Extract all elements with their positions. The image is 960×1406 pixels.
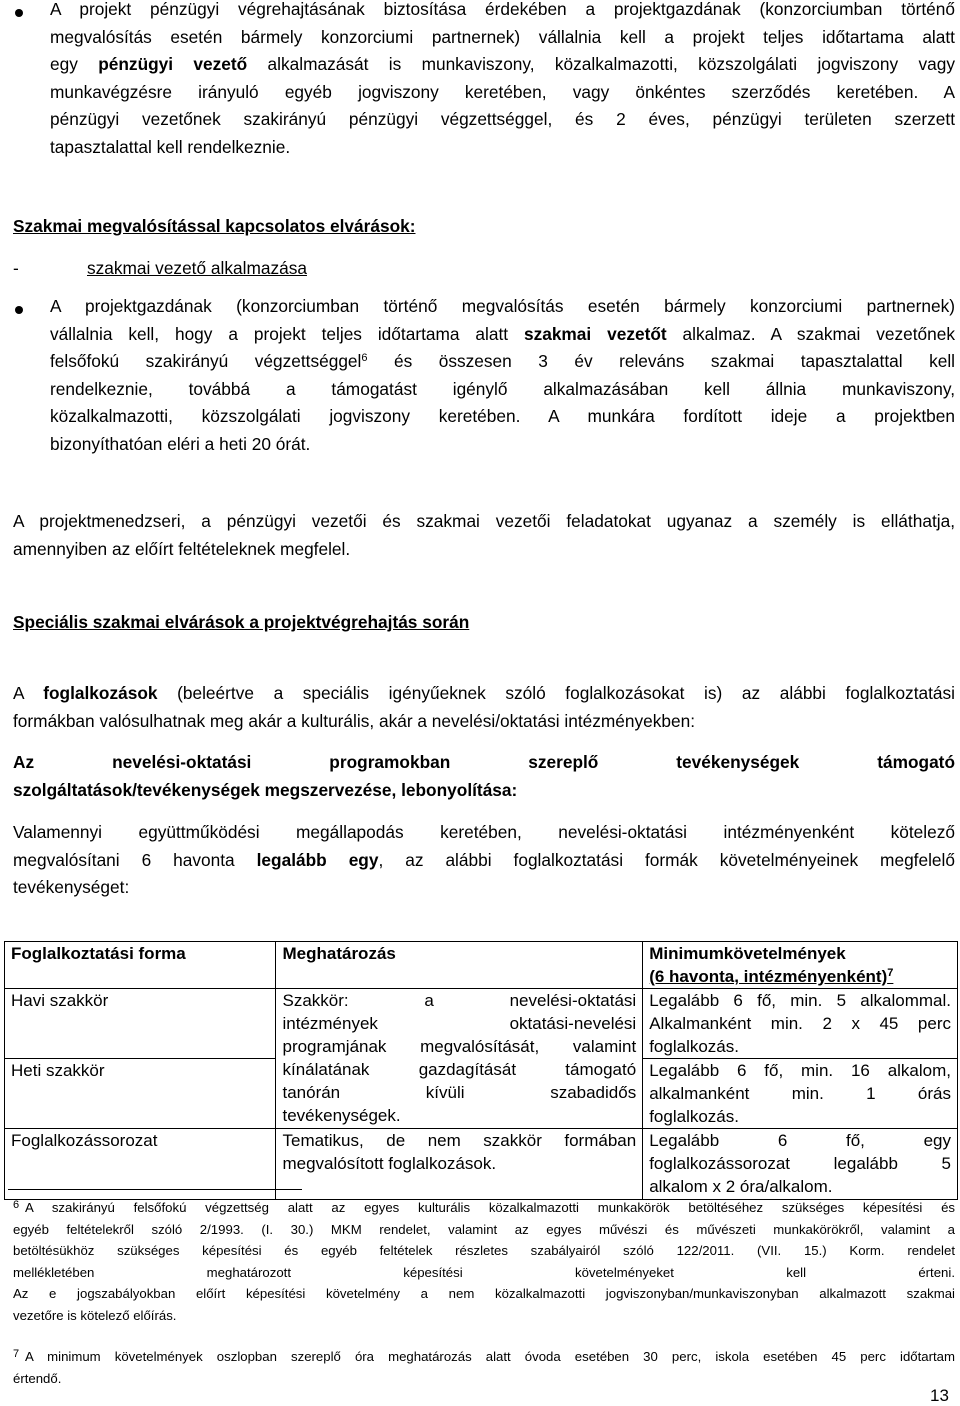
text-line: mellékletében meghatározott képesítési követelményeket kell érteni.	[13, 1264, 955, 1280]
table-cell-definition	[276, 989, 643, 1129]
text-line: megvalósítani 6 havonta legalább egy, az alábbi foglalkoztatási formák követelményeinek megfelelő	[13, 849, 955, 870]
table-cell-minimum	[643, 989, 958, 1059]
text-line: megvalósítás esetén bármely konzorciumi partnernek) vállalnia kell a projekt teljes időtartama alatt	[50, 26, 955, 47]
text-line: tapasztalattal kell rendelkeznie.	[50, 136, 291, 157]
table-cell-definition	[276, 1129, 643, 1200]
section-heading-professional: Szakmai megvalósítással kapcsolatos elvárások:	[13, 216, 416, 236]
text-line: Tematikus, de nem szakkör formában	[282, 1131, 637, 1150]
text-line: tevékenységet:	[13, 877, 130, 898]
dash-item-text: szakmai vezető alkalmazása	[87, 258, 307, 278]
text-line: Legalább 6 fő, min. 5 alkalommal.	[649, 991, 951, 1010]
text-line: szolgáltatások/tevékenységek megszervezése, lebonyolítása:	[13, 779, 518, 800]
table-row	[5, 989, 958, 1059]
text-line: rendelkeznie, továbbá a támogatást igénylő alkalmazásában kell állnia munkaviszony,	[50, 378, 955, 399]
text-line: A minimum követelmények oszlopban szereplő óra meghatározás alatt óvoda esetében 30 perc, iskola esetében 45 perc időtartam	[25, 1349, 955, 1364]
text-line: Legalább 6 fő, egy	[649, 1131, 951, 1150]
text-line: A szakirányú felsőfokú végzettség alatt az egyes kulturális közalkalmazotti munkakörök betöltéséhez szükséges képesítési és	[25, 1200, 955, 1215]
text-line: vezetőre is kötelező előírás.	[13, 1307, 177, 1323]
text-line: kínálatának gazdagítását támogató	[282, 1060, 637, 1079]
table-cell-forma: Havi szakkör	[5, 989, 276, 1059]
text-line: A foglalkozások (beleértve a speciális igényűeknek szóló foglalkozásokat is) az alábbi foglalkoztatási	[13, 683, 956, 703]
table-cell-minimum	[643, 1129, 958, 1200]
text-line: egy pénzügyi vezető alkalmazását is munkaviszony, közalkalmazotti, közszolgálati jogviszony vagy	[50, 54, 955, 75]
text-line: értendő.	[13, 1370, 62, 1386]
table-cell-forma: Foglalkozássorozat	[5, 1129, 276, 1200]
header-definition: Meghatározás	[276, 942, 643, 989]
footnote-7	[13, 1346, 955, 1389]
text-line: foglalkozássorozat legalább 5	[649, 1154, 951, 1173]
footnote-7-marker: 7	[13, 1348, 20, 1360]
bullet	[15, 9, 23, 17]
text-line: Alkalmanként min. 2 x 45 perc	[649, 1014, 951, 1033]
text-line: közalkalmazotti, közszolgálati jogviszony keretében. A munkára fordított ideje a projektben	[50, 406, 955, 427]
footnote-separator	[8, 1189, 302, 1190]
text-line: egyéb feltételekről szóló 2/1993. (I. 30.) MKM rendelet, valamint az egyes művészi és művészeti munkakörökről, valamint a	[13, 1221, 955, 1237]
text-line: pénzügyi vezetőnek szakirányú pénzügyi végzettséggel, és 2 éves, pénzügyi területen szerzett	[50, 109, 955, 130]
project-manager-paragraph	[13, 508, 955, 563]
text-line: tevékenységek.	[282, 1106, 401, 1125]
text-line: A projektmenedzseri, a pénzügyi vezetői és szakmai vezetői feladatokat ugyanaz a személy is elláthatja,	[13, 511, 955, 531]
header-forma: Foglalkoztatási forma	[5, 942, 276, 989]
support-services-heading	[13, 749, 955, 804]
section-heading-special: Speciális szakmai elvárások a projektvégrehajtás során	[13, 612, 470, 632]
table-header-row	[5, 942, 958, 989]
text-line: alkalmanként min. 1 órás	[649, 1084, 951, 1103]
text-line: vállalnia kell, hogy a projekt teljes időtartama alatt szakmai vezetőt alkalmaz. A szakmai vezetőnek	[50, 323, 955, 344]
professional-manager-paragraph	[50, 293, 955, 459]
text-line: megvalósított foglalkozások.	[282, 1154, 497, 1173]
text-line: betöltésükhöz szükséges képesítési és egyéb feltételek részletes szabályairól szóló 122/2011. (VII. 15.) Korm. rendelet	[13, 1243, 955, 1258]
table-cell-minimum	[643, 1059, 958, 1129]
bullet	[15, 306, 23, 314]
text-line: Az nevelési-oktatási programokban szereplő tevékenységek támogató	[13, 752, 955, 772]
text-line: amennyiben az előírt feltételeknek megfelel.	[13, 538, 351, 559]
dash-item	[13, 258, 307, 279]
footnote-6-marker: 6	[13, 1199, 20, 1211]
dash-marker: -	[13, 258, 19, 278]
text-line: foglalkozás.	[649, 1107, 739, 1126]
agreement-paragraph	[13, 819, 955, 902]
text-line: intézmények oktatási-nevelési	[282, 1014, 637, 1033]
financial-manager-paragraph	[50, 0, 955, 162]
text-line: bizonyíthatóan eléri a heti 20 órát.	[50, 433, 311, 454]
table-cell-forma: Heti szakkör	[5, 1059, 276, 1129]
footnote-6	[13, 1197, 955, 1326]
text-line: Szakkör: a nevelési-oktatási	[282, 991, 637, 1010]
text-line: felsőfokú szakirányú végzettséggel$^6$ és összesen 3 év releváns szakmai tapasztalattal kell	[50, 351, 955, 372]
text-line: munkavégzésre irányuló egyéb jogviszony keretében, vagy önkéntes szerződés keretében. A	[50, 81, 955, 102]
page-number: 13	[930, 1386, 949, 1405]
text-line: tanórán kívüli szabadidős	[282, 1083, 637, 1102]
text-line: A projekt pénzügyi végrehajtásának biztosítása érdekében a projektgazdának (konzorciumban történő	[50, 0, 955, 19]
activities-paragraph	[13, 680, 955, 735]
header-minimum: Minimumkövetelmények (6 havonta, intézményenként)$^7$	[643, 942, 958, 989]
text-line: Legalább 6 fő, min. 16 alkalom,	[649, 1061, 951, 1080]
text-line: Az e jogszabályokban előírt képesítési követelmény a nem közalkalmazotti jogviszonyban/munkaviszonyban alkalmazott szakmai	[13, 1286, 955, 1301]
text-line: formákban valósulhatnak meg akár a kulturális, akár a nevelési/oktatási intézményekben:	[13, 710, 696, 731]
footnote-6-text	[13, 1197, 955, 1326]
requirements-table	[4, 941, 958, 1200]
text-line: alkalom x 2 óra/alkalom.	[649, 1177, 833, 1196]
text-line: A projektgazdának (konzorciumban történő megvalósítás esetén bármely konzorciumi partnernek)	[50, 296, 955, 316]
text-line: programjának megvalósítását, valamint	[282, 1037, 637, 1056]
text-line: foglalkozás.	[649, 1037, 739, 1056]
text-line: Valamennyi együttműködési megállapodás keretében, nevelési-oktatási intézményenként kötelező	[13, 822, 955, 842]
footnote-7-text	[13, 1346, 955, 1389]
